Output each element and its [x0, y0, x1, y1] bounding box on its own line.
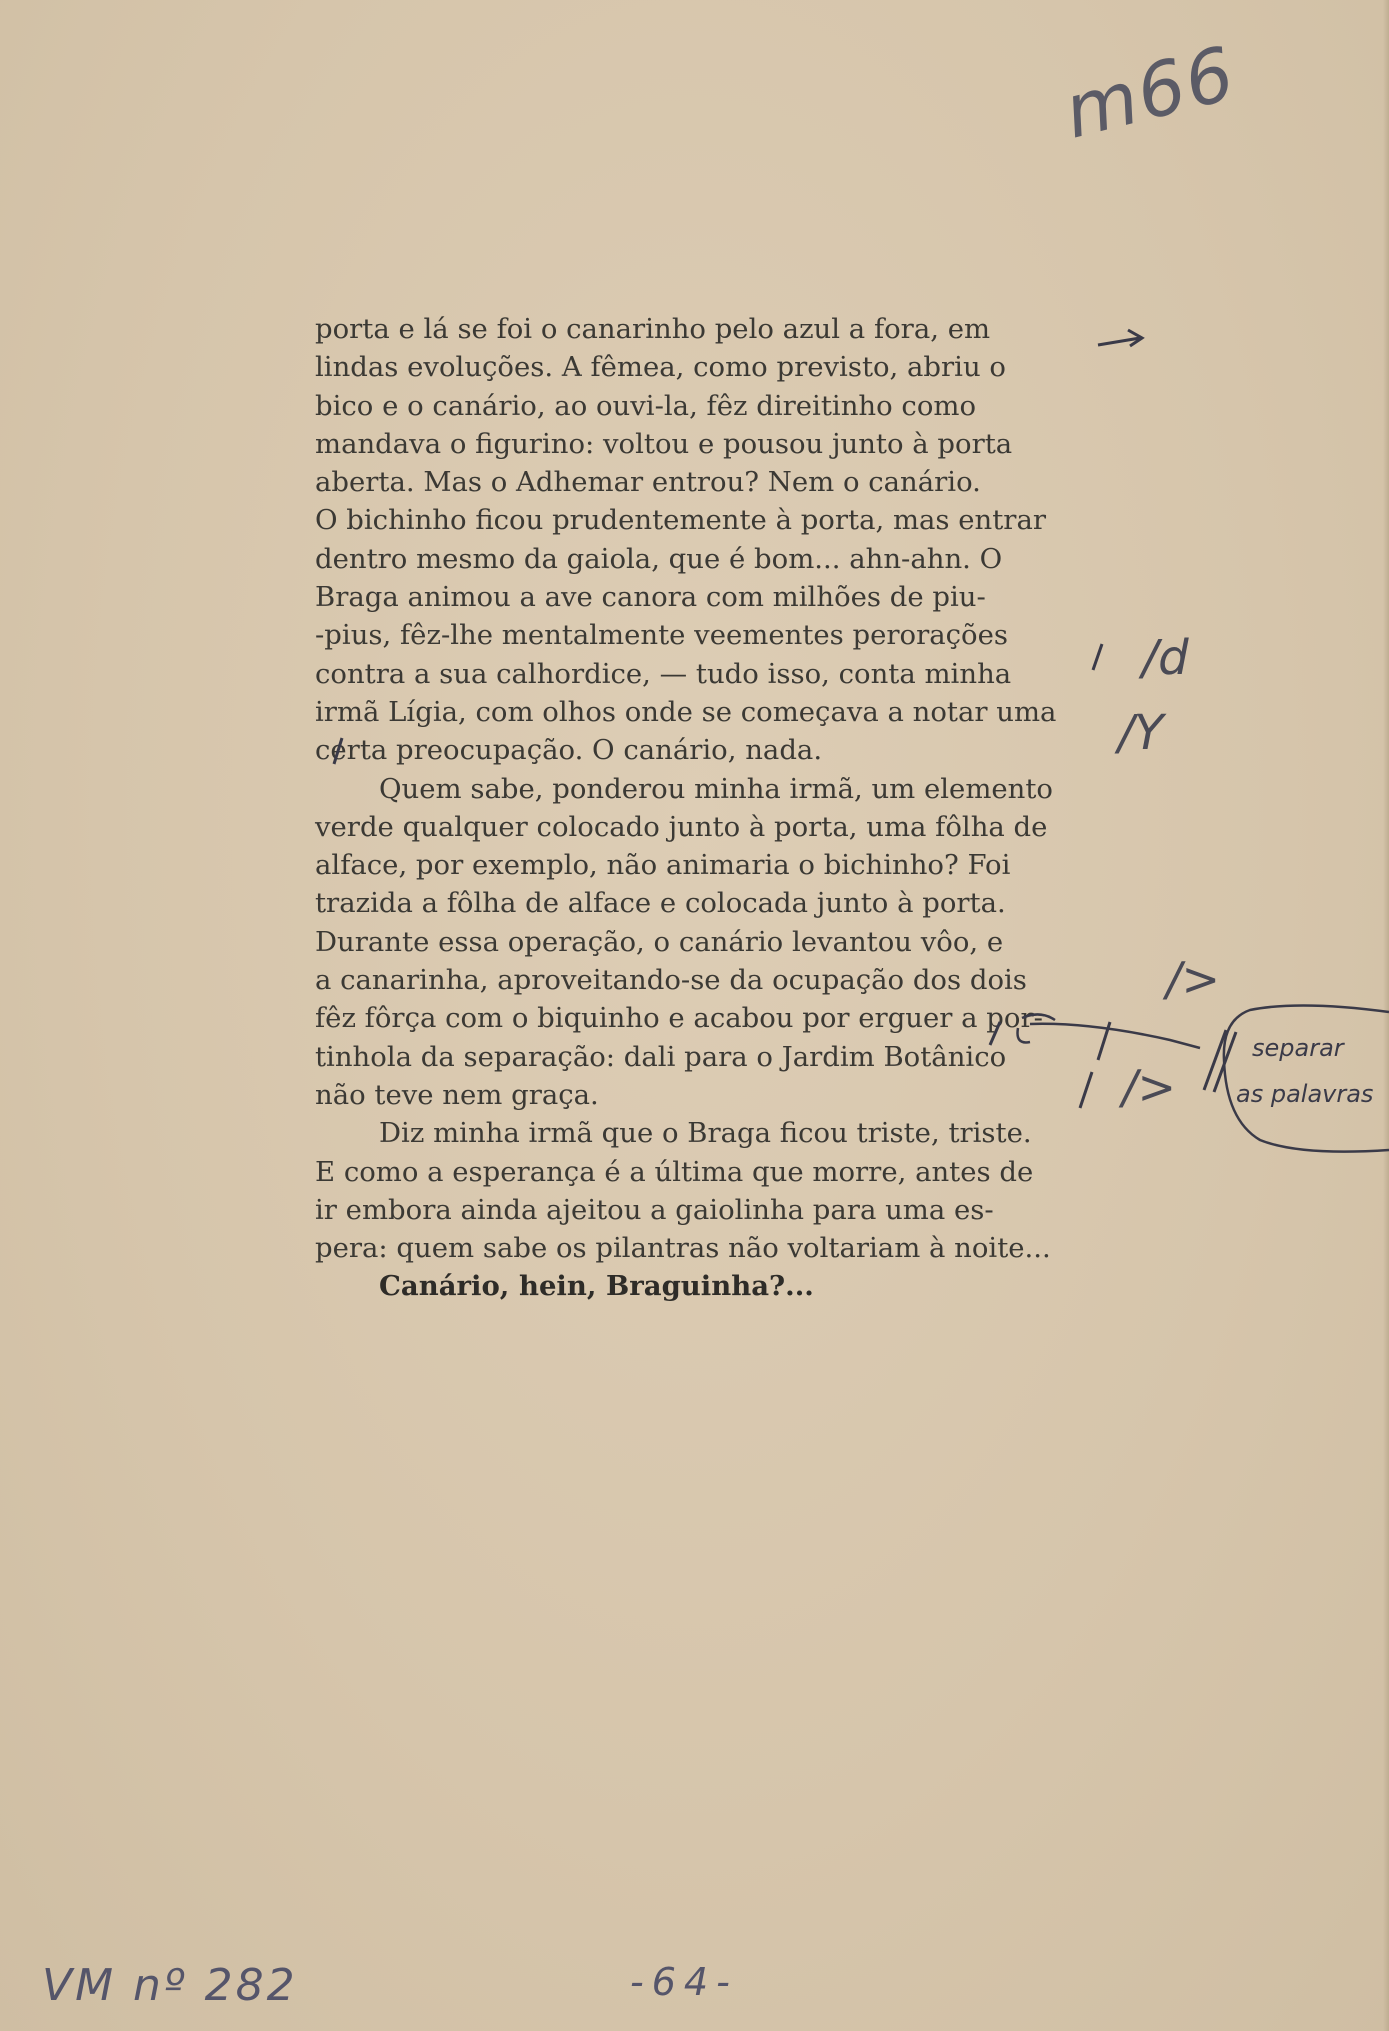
insertion-arrow-mark: [1098, 338, 1140, 345]
page-number: -64-: [630, 1960, 738, 2004]
text-line: mandava o figurino: voltou e pousou junto à porta: [315, 427, 1013, 460]
text-line: certa preocupação. O canário, nada.: [315, 734, 823, 767]
text-line: a canarinha, aproveitando-se da ocupação dos dois: [315, 964, 1027, 997]
margin-note: [1236, 1025, 1373, 1117]
text-line: Durante essa operação, o canário levantou vôo, e: [315, 925, 1004, 958]
text-line: irmã Lígia, com olhos onde se começava a notar uma: [315, 695, 1057, 728]
text-line: verde qualquer colocado junto à porta, uma fôlha de: [315, 810, 1048, 843]
slash-mark: [1093, 644, 1102, 670]
slash-mark: [1214, 1032, 1236, 1092]
text-line: Quem sabe, ponderou minha irmã, um elemento: [379, 772, 1053, 805]
proof-mark-14: /Y: [1118, 705, 1164, 761]
text-line: alface, por exemplo, não animaria o bichinho? Foi: [315, 849, 1011, 882]
closing-line: Canário, hein, Braguinha?...: [379, 1270, 814, 1303]
text-line: fêz fôrça com o biquinho e acabou por erguer a por-: [315, 1002, 1043, 1035]
margin-note-line: as palavras: [1236, 1080, 1374, 1108]
text-line: pera: quem sabe os pilantras não voltariam à noite...: [315, 1232, 1051, 1265]
paragraph-3: [315, 1114, 1090, 1267]
archive-reference: VM nº 282: [42, 1960, 298, 2011]
text-line: trazida a fôlha de alface e colocada junto à porta.: [315, 887, 1006, 920]
text-line: lindas evoluções. A fêmea, como previsto, abriu o: [315, 351, 1006, 384]
text-line: não teve nem graça.: [315, 1078, 599, 1111]
catalog-mark: m66: [1056, 30, 1245, 156]
text-line: E como a esperança é a última que morre, antes de: [315, 1155, 1034, 1188]
paragraph-1: [315, 310, 1090, 770]
proof-mark-2a: />: [1166, 952, 1221, 1006]
proof-mark-12: /d: [1142, 630, 1189, 686]
text-line: -pius, fêz-lhe mentalmente veementes perorações: [315, 619, 1008, 652]
text-line: aberta. Mas o Adhemar entrou? Nem o canário.: [315, 466, 981, 499]
paragraph-2: [315, 770, 1090, 1115]
text-line: O bichinho ficou prudentemente à porta, mas entrar: [315, 504, 1046, 537]
text-line: Braga animou a ave canora com milhões de piu-: [315, 581, 986, 614]
text-line: porta e lá se foi o canarinho pelo azul a fora, em: [315, 313, 991, 345]
text-line: dentro mesmo da gaiola, que é bom... ahn-ahn. O: [315, 542, 1003, 575]
text-line: ir embora ainda ajeitou a gaiolinha para uma es-: [315, 1193, 994, 1226]
body-text: [315, 310, 1090, 1306]
text-line: bico e o canário, ao ouvi-la, fêz direitinho como: [315, 389, 977, 422]
proof-mark-2b: />: [1122, 1060, 1177, 1114]
page-edge: [1383, 0, 1389, 2031]
slash-mark: [1204, 1030, 1226, 1090]
text-line: tinhola da separação: dali para o Jardim Botânico: [315, 1040, 1007, 1073]
margin-note-line: separar: [1252, 1034, 1344, 1062]
arrow-head-mark: [1128, 330, 1142, 346]
slash-mark: [1098, 1022, 1110, 1060]
text-line: Diz minha irmã que o Braga ficou triste, triste.: [379, 1117, 1032, 1150]
text-line: contra a sua calhordice, — tudo isso, conta minha: [315, 657, 1012, 690]
